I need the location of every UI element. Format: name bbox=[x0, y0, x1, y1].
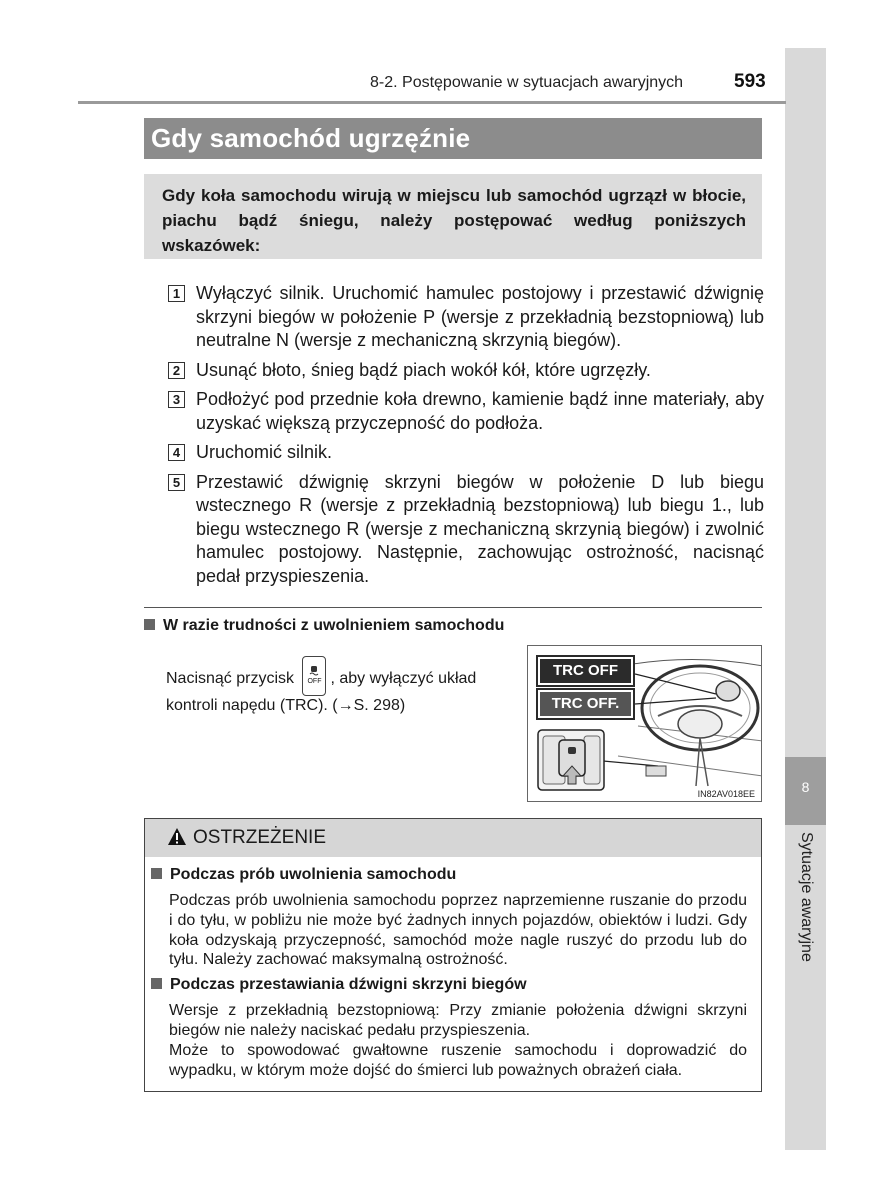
warning-section-heading bbox=[151, 976, 527, 994]
step-number: 5 bbox=[168, 474, 185, 491]
trc-off-indicator-alt: TRC OFF. bbox=[538, 690, 633, 718]
warning-section-heading-text: Podczas prób uwolnienia samochodu bbox=[170, 866, 457, 883]
trc-instruction-line2: kontroli napędu (TRC). (→S. 298) bbox=[166, 697, 406, 714]
step-number: 4 bbox=[168, 444, 185, 461]
step-number: 1 bbox=[168, 285, 185, 302]
trc-icon-label: OFF bbox=[307, 678, 322, 685]
trc-text-before: Nacisnąć przycisk bbox=[166, 670, 295, 688]
step-item bbox=[168, 471, 764, 589]
warning-section-text: Wersje z przekładnią bezstopniową: Przy zmianie położenia dźwigni skrzyni biegów nie należy naciskać pedału przyspieszenia. bbox=[169, 1002, 747, 1039]
car-skid-icon bbox=[308, 665, 320, 677]
step-text: Podłożyć pod przednie koła drewno, kamienie bądź inne materiały, aby uzyskać większą przyczepność do podłoża. bbox=[196, 389, 764, 433]
step-item bbox=[168, 359, 764, 383]
section-rule bbox=[144, 607, 762, 608]
intro-box bbox=[144, 174, 762, 259]
chapter-title bbox=[787, 832, 823, 982]
warning-triangle-icon bbox=[167, 827, 187, 846]
subsection-heading bbox=[144, 617, 504, 635]
square-bullet-icon bbox=[144, 619, 155, 630]
step-item bbox=[168, 282, 764, 353]
trc-off-indicator: TRC OFF bbox=[538, 657, 633, 685]
square-bullet-icon bbox=[151, 978, 162, 989]
step-text: Przestawić dźwignię skrzyni biegów w położenie D lub biegu wstecznego R (wersje z przekładnią bezstopniową) lub biegu 1., lub biegu wstecznego R (wersje z mechaniczną skrzynią biegów) i zwolnić hamulec postojowy. Następnie, zachowując ostrożność, nacisnąć pedał przyspieszenia. bbox=[196, 471, 764, 586]
header-rule bbox=[78, 101, 786, 104]
title-bar bbox=[144, 118, 762, 159]
chapter-tab bbox=[785, 757, 826, 825]
warning-section-heading-text: Podczas przestawiania dźwigni skrzyni biegów bbox=[170, 976, 527, 993]
step-item bbox=[168, 441, 764, 465]
warning-section-text: Podczas prób uwolnienia samochodu poprzez naprzemienne ruszanie do przodu i do tyłu, w pobliżu nie może być żadnych innych pojazdów, obiektów i ludzi. Gdy koła odzyskają przyczepność, samochód może nagle ruszyć do przodu lub do tyłu. Należy zachować maksymalną ostrożność. bbox=[169, 892, 747, 969]
illustration-code: IN82AV018EE bbox=[697, 789, 755, 799]
chapter-number: 8 bbox=[801, 779, 810, 795]
trc-instruction-line1 bbox=[166, 659, 476, 699]
warning-box bbox=[144, 818, 762, 1092]
running-header: 8-2. Postępowanie w sytuacjach awaryjnych bbox=[370, 74, 684, 91]
side-strip bbox=[785, 48, 826, 1150]
trc-text-after: , aby wyłączyć układ bbox=[330, 670, 477, 688]
page-title: Gdy samochód ugrzęźnie bbox=[151, 123, 471, 153]
trc-off-button-icon bbox=[302, 656, 326, 696]
warning-title: OSTRZEŻENIE bbox=[193, 827, 327, 848]
step-item bbox=[168, 388, 764, 435]
warning-section-text: Może to spowodować gwałtowne ruszenie samochodu i doprowadzić do wypadku, w którym może dojść do śmierci lub poważnych obrażeń ciała. bbox=[169, 1042, 747, 1079]
steps-list bbox=[168, 282, 764, 594]
step-text: Wyłączyć silnik. Uruchomić hamulec postojowy i przestawić dźwignię skrzyni biegów w położenie P (wersje z przekładnią bezstopniową) lub neutralne N (wersje z mechaniczną skrzynią biegów). bbox=[196, 283, 764, 350]
step-text: Usunąć błoto, śnieg bądź piach wokół kół, które ugrzęzły. bbox=[196, 359, 651, 380]
square-bullet-icon bbox=[151, 868, 162, 879]
intro-text: Gdy koła samochodu wirują w miejscu lub samochód ugrzązł w błocie, piachu bądź śniegu, należy postępować według poniższych wskazówek: bbox=[162, 186, 746, 255]
subsection-heading-text: W razie trudności z uwolnieniem samochodu bbox=[163, 617, 505, 634]
dashboard-illustration bbox=[527, 645, 762, 802]
step-text: Uruchomić silnik. bbox=[196, 442, 333, 462]
warning-header bbox=[145, 819, 761, 857]
warning-section-heading bbox=[151, 866, 456, 884]
page-number: 593 bbox=[734, 71, 766, 92]
step-number: 3 bbox=[168, 391, 185, 408]
step-number: 2 bbox=[168, 362, 185, 379]
chapter-title-text: Sytuacje awaryjne bbox=[798, 832, 815, 962]
